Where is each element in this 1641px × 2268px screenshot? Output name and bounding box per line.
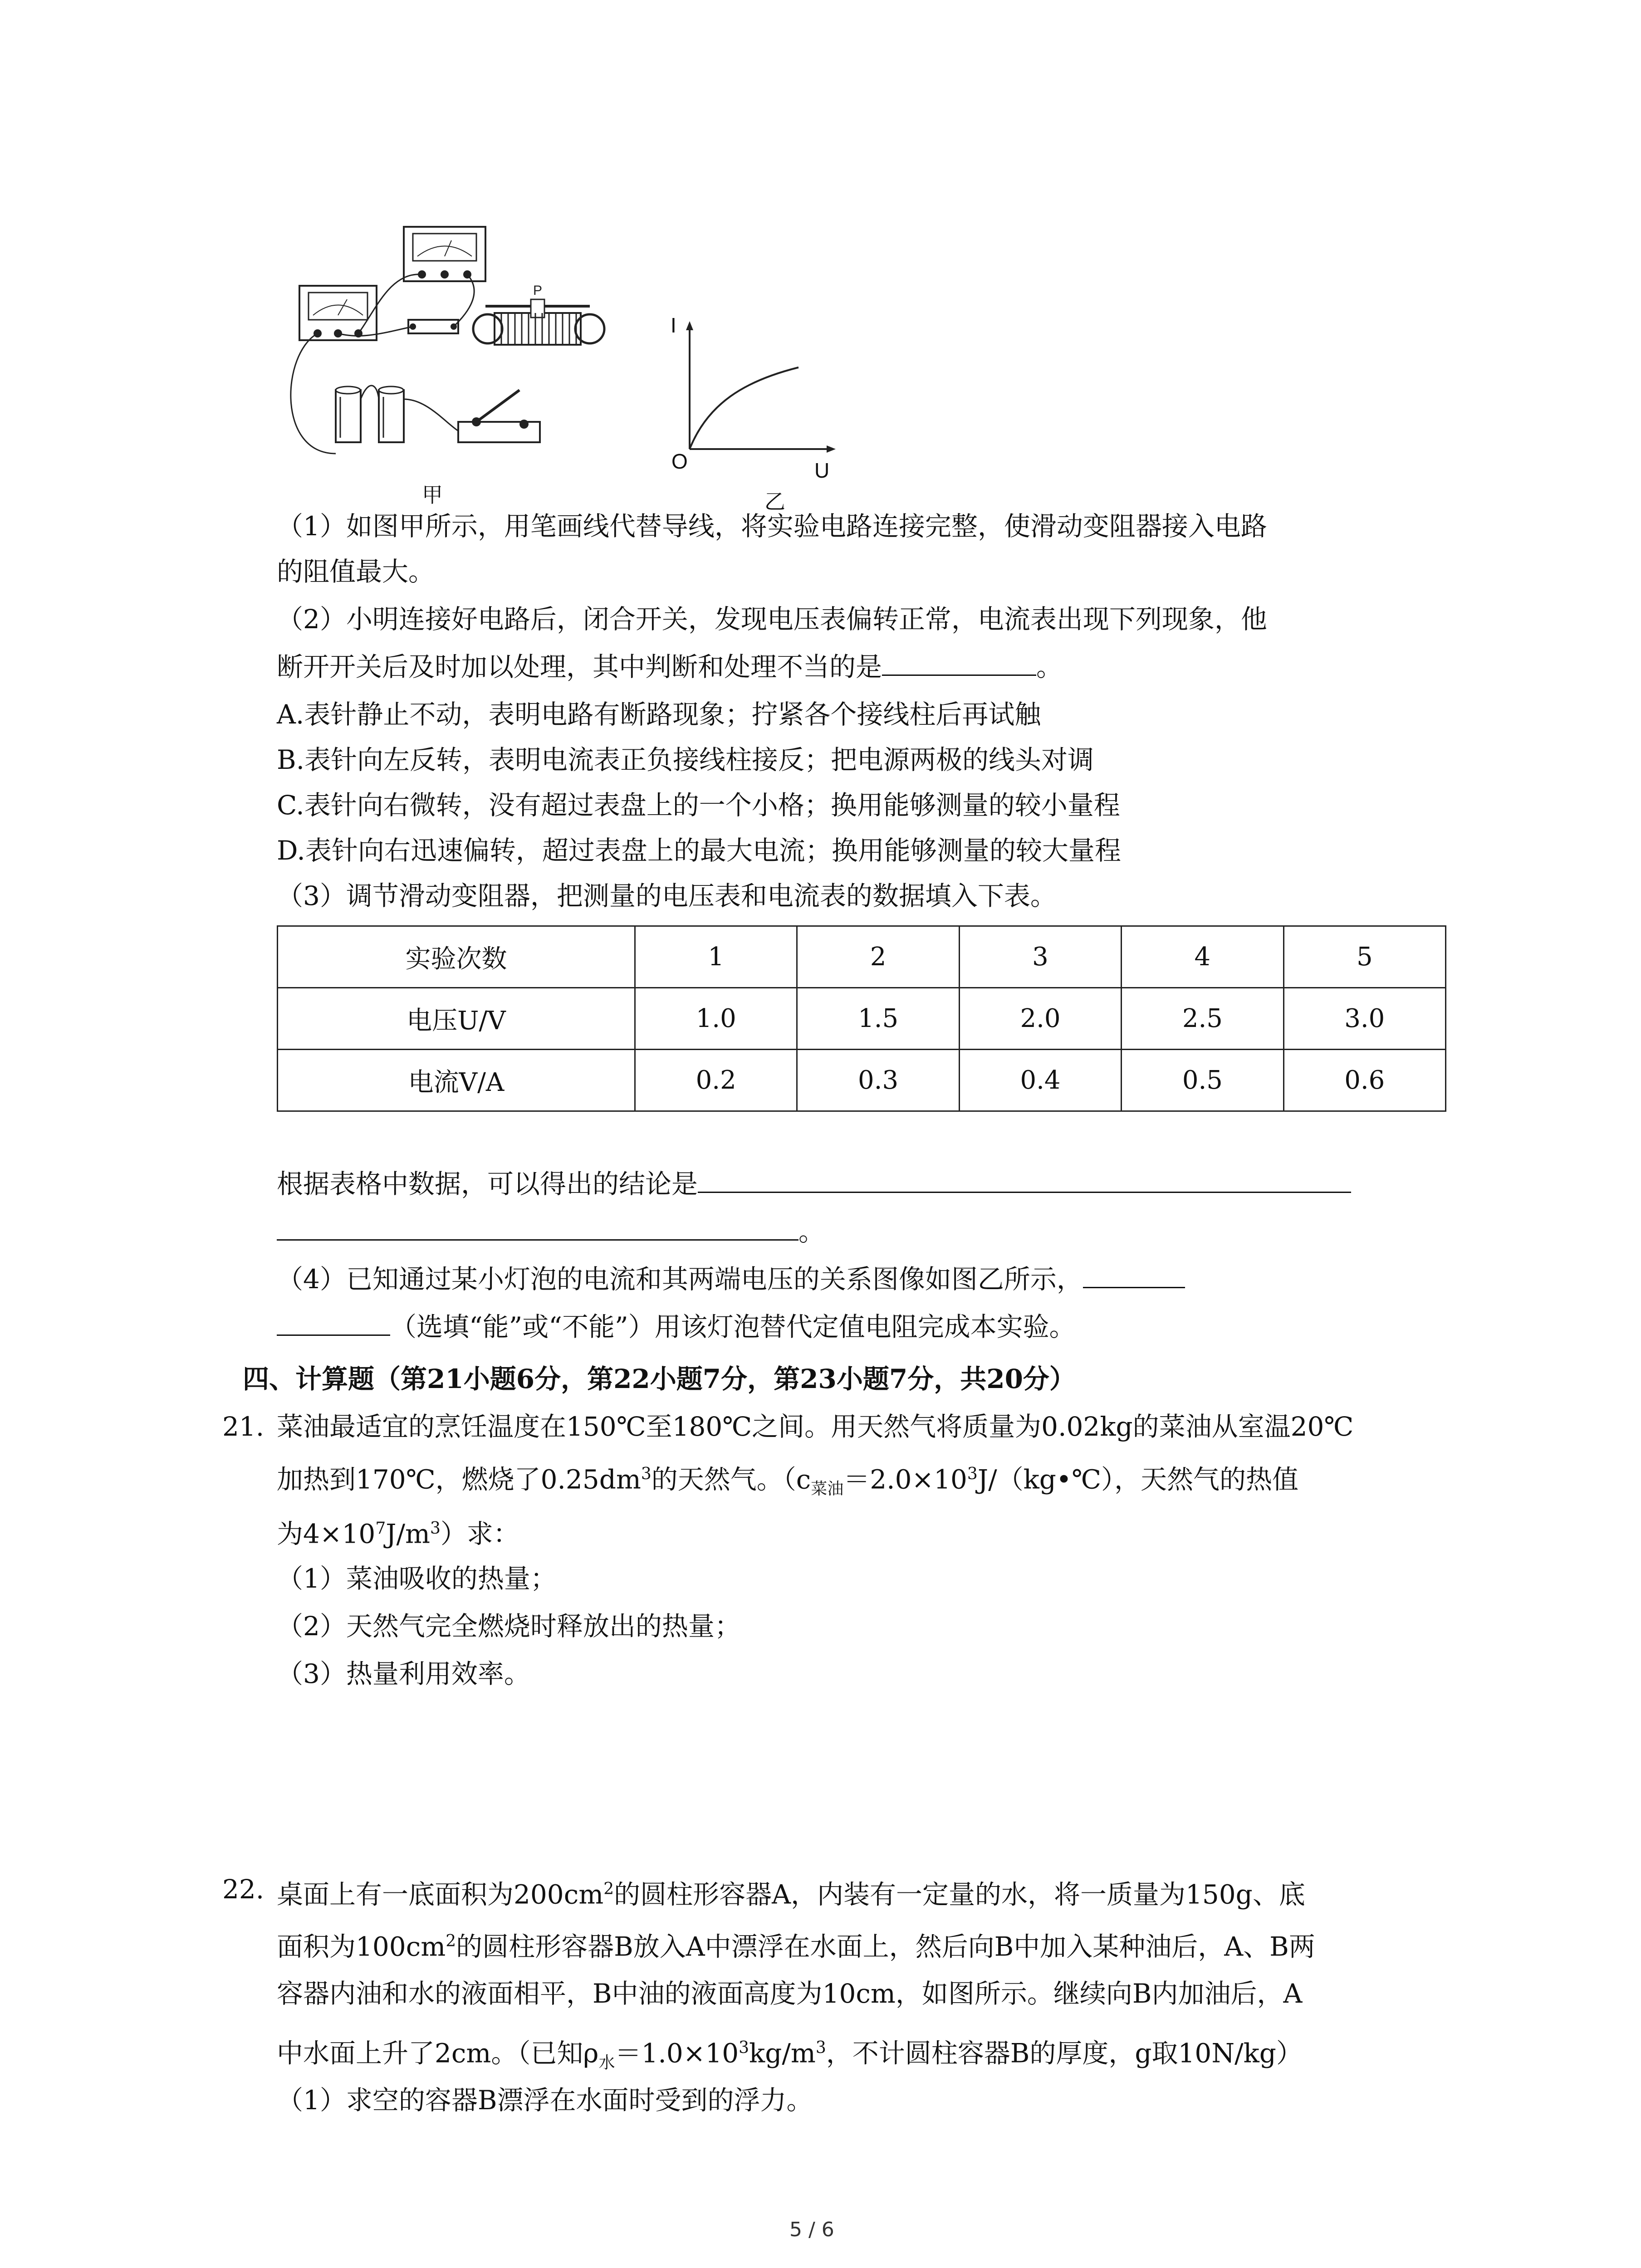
answer-blank-2[interactable] xyxy=(698,1169,1351,1193)
figure-label-yi: 乙 xyxy=(764,489,785,514)
q-part1-line2: 的阻值最大。 xyxy=(277,556,435,587)
table-row: 实验次数 1 2 3 4 5 xyxy=(278,926,1446,988)
section-heading: 四、计算题（第21小题6分，第22小题7分，第23小题7分，共20分） xyxy=(243,1364,1076,1394)
q-part3-line: （3）调节滑动变阻器，把测量的电压表和电流表的数据填入下表。 xyxy=(277,880,1057,911)
iu-graph-yi xyxy=(662,313,844,476)
q22-line1: 桌面上有一底面积为$200cm^2$的圆柱形容器A，内装有一定量的水，将一质量为150g、底 xyxy=(277,1879,1305,1910)
q21-line1: 菜油最适宜的烹饪温度在150℃至180℃之间。用天然气将质量为0.02kg的菜油从室温20℃ xyxy=(277,1411,1354,1442)
option-b: B.表针向左反转，表明电流表正负接线柱接反；把电源两极的线头对调 xyxy=(277,744,1094,775)
graph-origin: O xyxy=(671,450,688,473)
q-part2-line1: （2）小明连接好电路后，闭合开关，发现电压表偏转正常，电流表出现下列现象，他 xyxy=(277,604,1267,635)
voltmeter-icon xyxy=(404,227,485,281)
slider-label: P xyxy=(533,283,543,298)
answer-blank-3[interactable] xyxy=(277,1217,798,1241)
q22-line3: 容器内油和水的液面相平，B中油的液面高度为10cm，如图所示。继续向B内加油后，A xyxy=(277,1978,1303,2009)
q-part2-line2: 断开开关后及时加以处理，其中判断和处理不当的是 。 xyxy=(277,651,1063,682)
iu-curve xyxy=(690,367,798,449)
option-a: A.表针静止不动，表明电路有断路现象；拧紧各个接线柱后再试触 xyxy=(277,699,1041,730)
page-number: 5 / 6 xyxy=(789,2218,834,2241)
q21-part3: （3）热量利用效率。 xyxy=(277,1658,530,1689)
answer-blank-5[interactable] xyxy=(277,1312,390,1336)
q21-part2: （2）天然气完全燃烧时释放出的热量； xyxy=(277,1611,741,1642)
data-table xyxy=(277,925,1446,1112)
q22-line4: 中水面上升了2cm。（已知$\rho_水=1.0\times 10^3kg/m^3$，不计圆柱容器B的厚度，g取10N/kg） xyxy=(277,2038,1303,2072)
q21-part1: （1）菜油吸收的热量； xyxy=(277,1563,557,1594)
ammeter-icon xyxy=(299,286,377,340)
resistor-icon xyxy=(408,320,458,333)
table-row: 电压U/V 1.0 1.5 2.0 2.5 3.0 xyxy=(278,988,1446,1050)
q22-part1: （1）求空的容器B漂浮在水面时受到的浮力。 xyxy=(277,2085,813,2116)
q22-number: 22. xyxy=(222,1874,265,1905)
table-row: 电流V/A 0.2 0.3 0.4 0.5 0.6 xyxy=(278,1050,1446,1111)
q21-line2: 加热到170℃，燃烧了$0.25dm^3$的天然气。（$c_{菜油}=2.0\times 10^3J/(kg•℃)$，天然气的热值 xyxy=(277,1464,1298,1498)
conclusion-line1: 根据表格中数据，可以得出的结论是 xyxy=(277,1161,1351,1207)
q-part1-line1: （1）如图甲所示，用笔画线代替导线，将实验电路连接完整，使滑动变阻器接入电路 xyxy=(277,511,1267,542)
graph-axis-i: I xyxy=(671,313,676,337)
answer-blank-4[interactable] xyxy=(1083,1264,1185,1288)
conclusion-line2: 。 xyxy=(277,1209,825,1254)
q22-line2: 面积为$100cm^2$的圆柱形容器B放入A中漂浮在水面上，然后向B中加入某种油后，A、B两 xyxy=(277,1931,1315,1962)
rheostat-icon xyxy=(473,299,604,345)
option-c: C.表针向右微转，没有超过表盘上的一个小格；换用能够测量的较小量程 xyxy=(277,790,1120,821)
q21-number: 21. xyxy=(222,1411,265,1442)
switch-icon xyxy=(458,390,540,442)
figure-label-jia: 甲 xyxy=(422,483,443,507)
graph-axis-u: U xyxy=(814,459,830,482)
q21-line3: 为$4\times 10^7J/m^3$）求： xyxy=(277,1518,519,1549)
q-part4-line2: （选填“能”或“不能”）用该灯泡替代定值电阻完成本实验。 xyxy=(277,1304,1076,1349)
q-part2-text: 断开开关后及时加以处理，其中判断和处理不当的是 xyxy=(277,651,882,682)
circuit-figure-jia xyxy=(272,218,617,472)
option-d: D.表针向右迅速偏转，超过表盘上的最大电流；换用能够测量的较大量程 xyxy=(277,835,1121,866)
battery-icon xyxy=(336,386,404,442)
q-part4-line1: （4）已知通过某小灯泡的电流和其两端电压的关系图像如图乙所示， xyxy=(277,1256,1185,1302)
answer-blank-1[interactable] xyxy=(882,652,1036,676)
